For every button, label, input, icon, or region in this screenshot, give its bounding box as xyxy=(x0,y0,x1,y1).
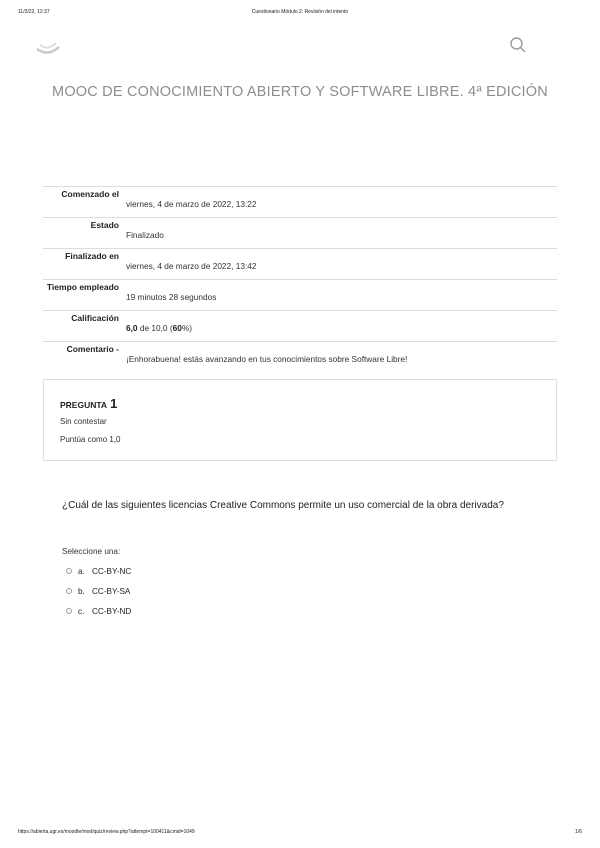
attempt-summary-table xyxy=(43,186,557,372)
summary-label: Calificación xyxy=(71,313,119,323)
summary-value: ¡Enhorabuena! estás avanzando en tus conocimientos sobre Software Libre! xyxy=(126,354,408,364)
summary-row-time xyxy=(43,279,557,310)
option-letter: a. xyxy=(78,566,85,576)
summary-row-state xyxy=(43,217,557,248)
question-heading-label: PREGUNTA xyxy=(60,400,108,410)
summary-value: Finalizado xyxy=(126,230,164,240)
grade-rest: de 10,0 ( xyxy=(137,323,173,333)
question-grade: Puntúa como 1,0 xyxy=(60,435,121,444)
summary-value: 19 minutos 28 segundos xyxy=(126,292,217,302)
summary-row-finished xyxy=(43,248,557,279)
answer-option-b[interactable] xyxy=(66,581,131,601)
question-heading xyxy=(60,396,117,411)
radio-button[interactable] xyxy=(66,608,72,614)
option-label: CC-BY-ND xyxy=(92,606,132,616)
summary-value: viernes, 4 de marzo de 2022, 13:42 xyxy=(126,261,257,271)
summary-label: Finalizado en xyxy=(65,251,119,261)
course-title[interactable]: MOOC DE CONOCIMIENTO ABIERTO Y SOFTWARE LIBRE. 4ª EDICIÓN xyxy=(52,84,548,100)
print-footer xyxy=(0,829,600,839)
summary-row-grade xyxy=(43,310,557,341)
question-text: ¿Cuál de las siguientes licencias Creative Commons permite un uso comercial de la obra derivada? xyxy=(62,500,504,511)
summary-value: viernes, 4 de marzo de 2022, 13:22 xyxy=(126,199,257,209)
search-icon[interactable] xyxy=(509,36,527,54)
print-url: https://abierta.ugr.es/moodle/mod/quiz/review.php?attempt=100411&cmid=1049 xyxy=(18,829,195,835)
summary-label: Estado xyxy=(90,220,119,230)
option-label: CC-BY-NC xyxy=(92,566,132,576)
grade-percent-tail: %) xyxy=(181,323,192,333)
option-letter: c. xyxy=(78,606,85,616)
site-logo-icon[interactable] xyxy=(34,38,62,58)
print-date: 11/3/22, 12:37 xyxy=(18,9,50,15)
question-state: Sin contestar xyxy=(60,417,107,426)
answer-options xyxy=(66,561,131,621)
option-label: CC-BY-SA xyxy=(92,586,131,596)
summary-label: Tiempo empleado xyxy=(46,282,119,292)
summary-row-started xyxy=(43,186,557,217)
select-prompt: Seleccione una: xyxy=(62,547,121,556)
print-header xyxy=(0,9,600,19)
summary-label: Comenzado el xyxy=(61,189,119,199)
option-letter: b. xyxy=(78,586,85,596)
print-title: Cuestionario Módulo 2: Revisión del intento xyxy=(251,9,349,15)
grade-value: 6,0 xyxy=(126,323,138,333)
question-info-box xyxy=(43,379,557,461)
summary-value xyxy=(119,311,192,341)
summary-label: Comentario - xyxy=(66,344,119,354)
radio-button[interactable] xyxy=(66,568,72,574)
answer-option-a[interactable] xyxy=(66,561,131,581)
grade-percent: 60 xyxy=(172,323,182,333)
radio-button[interactable] xyxy=(66,588,72,594)
summary-row-comment xyxy=(43,341,557,372)
answer-option-c[interactable] xyxy=(66,601,131,621)
print-page-number: 1/6 xyxy=(575,829,582,835)
question-number: 1 xyxy=(110,396,118,411)
